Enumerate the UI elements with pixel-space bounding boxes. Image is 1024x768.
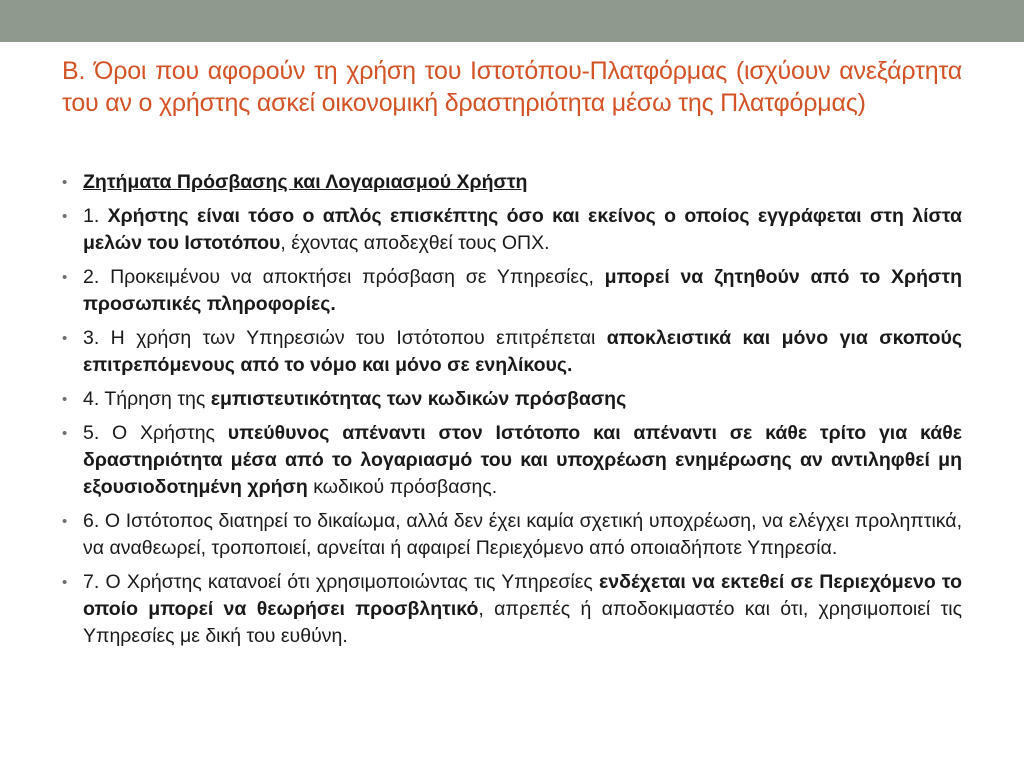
bullet-5-tail: κωδικού πρόσβασης. bbox=[307, 476, 498, 498]
bullet-item-5 bbox=[62, 420, 962, 501]
bullet-3-text: 3. Η χρήση των Υπηρεσιών του Ιστότοπου επιτρέπεται bbox=[83, 327, 607, 349]
bullet-item-2 bbox=[62, 264, 962, 318]
bullet-2-bold: μπορεί να ζητηθούν από το Χρήστη προσωπικές πληροφορίες. bbox=[83, 266, 962, 315]
bullet-1-text: 1. bbox=[83, 205, 108, 227]
header-band bbox=[0, 0, 1024, 42]
bullet-4-text: 4. Τήρηση της bbox=[83, 388, 211, 410]
bullet-7-bold: ενδέχεται να εκτεθεί σε Περιεχόμενο το οποίο μπορεί να θεωρήσει προσβλητικό bbox=[83, 571, 962, 620]
bullet-item-4 bbox=[62, 386, 962, 413]
bullet-5-bold: υπεύθυνος απέναντι στον Ιστότοπο και απέναντι σε κάθε τρίτο για κάθε δραστηριότητα μέσα από το λογαριασμό του και υποχρέωση ενημέρωσης αν αντιληφθεί μη εξουσιοδοτημένη χρήση bbox=[83, 422, 962, 498]
bullet-item-3 bbox=[62, 325, 962, 379]
bullet-item-6 bbox=[62, 508, 962, 562]
bullet-5-text: 5. Ο Χρήστης bbox=[83, 422, 228, 444]
bullet-7-tail: , απρεπές ή αποδοκιμαστέο και ότι, χρησιμοποιεί τις Υπηρεσίες με δική του ευθύνη. bbox=[83, 598, 963, 647]
bullet-4-bold: εμπιστευτικότητας των κωδικών πρόσβασης bbox=[210, 388, 627, 410]
bullet-3-bold: αποκλειστικά και μόνο για σκοπούς επιτρεπόμενους από το νόμο και μόνο σε ενηλίκους. bbox=[83, 327, 962, 376]
bullet-2-text: 2. Προκειμένου να αποκτήσει πρόσβαση σε Υπηρεσίες, bbox=[83, 266, 605, 288]
bullet-1-bold: Χρήστης είναι τόσο ο απλός επισκέπτης όσο και εκείνος ο οποίος εγγράφεται στη λίστα μελών του Ιστοτόπου bbox=[83, 205, 962, 254]
slide-title: Β. Όροι που αφορούν τη χρήση του Ιστοτόπου-Πλατφόρμας (ισχύουν ανεξάρτητα του αν ο χρήστης ασκεί οικονομική δραστηριότητα μέσω της Πλατφόρμας) bbox=[62, 57, 962, 117]
bullet-6-text: 6. Ο Ιστότοπος διατηρεί το δικαίωμα, αλλά δεν έχει καμία σχετική υποχρέωση, να ελέγχει προληπτικά, να αναθεωρεί, τροποποιεί, αρνείται ή αφαιρεί Περιεχόμενο από οποιαδήποτε Υπηρεσία. bbox=[83, 510, 962, 559]
bullet-heading bbox=[62, 169, 962, 196]
bullet-list bbox=[62, 169, 962, 657]
bullet-7-text: 7. Ο Χρήστης κατανοεί ότι χρησιμοποιώντας τις Υπηρεσίες bbox=[83, 571, 600, 593]
bullet-heading-text: Ζητήματα Πρόσβασης και Λογαριασμού Χρήστη bbox=[83, 171, 528, 193]
bullet-1-tail: , έχοντας αποδεχθεί τους ΟΠΧ. bbox=[280, 232, 550, 254]
bullet-item-7 bbox=[62, 569, 962, 650]
bullet-item-1 bbox=[62, 203, 962, 257]
